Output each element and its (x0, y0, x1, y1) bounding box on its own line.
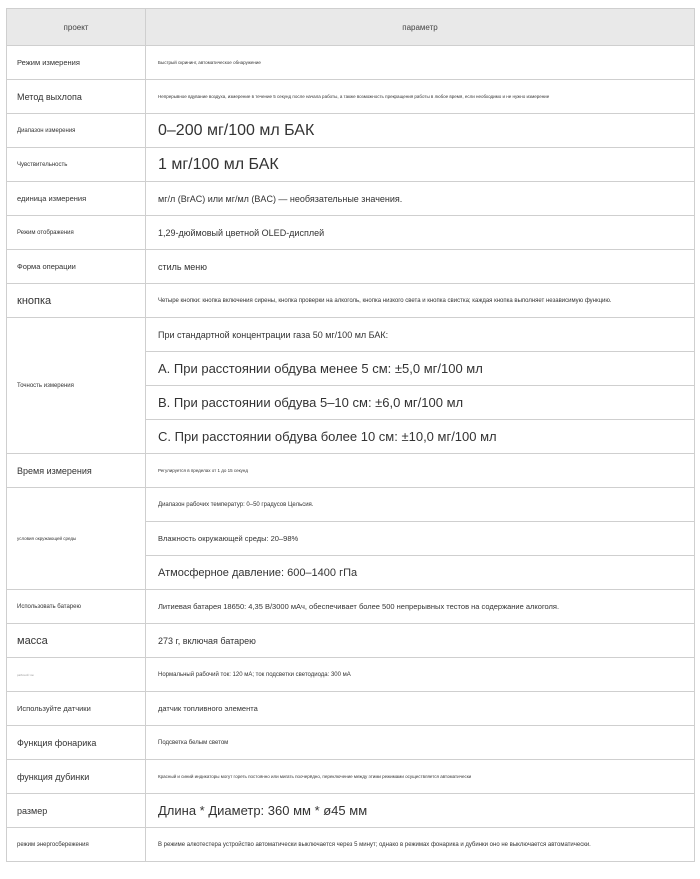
table-row (7, 182, 695, 216)
row-value: 273 г, включая батарею (146, 624, 695, 658)
row-subvalue: C. При расстоянии обдува более 10 см: ±10,0 мг/100 мл (146, 420, 695, 454)
row-value: датчик топливного элемента (146, 692, 695, 726)
table-row (7, 726, 695, 760)
row-value: мг/л (BrAC) или мг/мл (BAC) — необязательные значения. (146, 182, 695, 216)
row-value: Регулируется в пределах от 1 до 15 секунд (146, 454, 695, 488)
row-value: Непрерывное вдувание воздуха, измерение в течение 5 секунд после начала работы, а также возможность прекращения работы в любое время, если необходимо и не нужно измерение (146, 80, 695, 114)
row-value: Литиевая батарея 18650: 4,35 В/3000 мАч, обеспечивает более 500 непрерывных тестов на содержание алкоголя. (146, 590, 695, 624)
table-row (7, 658, 695, 692)
table-row (7, 46, 695, 80)
row-label: условия окружающей среды (7, 488, 146, 590)
row-label: Режим измерения (7, 46, 146, 80)
table-row (7, 692, 695, 726)
table-row (7, 284, 695, 318)
table-row (7, 114, 695, 148)
row-value: 0–200 мг/100 мл БАК (146, 114, 695, 148)
row-label: рабочий ток (7, 658, 146, 692)
row-label: кнопка (7, 284, 146, 318)
row-label: Метод выхлопа (7, 80, 146, 114)
row-label: Точность измерения (7, 318, 146, 454)
table-row (7, 250, 695, 284)
row-label: единица измерения (7, 182, 146, 216)
header-project: проект (7, 9, 146, 46)
row-label: Используйте датчики (7, 692, 146, 726)
row-value: Красный и синий индикаторы могут гореть постоянно или мигать поочерёдно, переключение между этими режимами осуществляется автоматически (146, 760, 695, 794)
row-label: функция дубинки (7, 760, 146, 794)
row-label: Форма операции (7, 250, 146, 284)
table-row (7, 794, 695, 828)
row-value: стиль меню (146, 250, 695, 284)
row-label: размер (7, 794, 146, 828)
row-value: 1,29-дюймовый цветной OLED-дисплей (146, 216, 695, 250)
table-row (7, 760, 695, 794)
table-row (7, 454, 695, 488)
table-row (7, 148, 695, 182)
row-subvalue: A. При расстоянии обдува менее 5 см: ±5,0 мг/100 мл (146, 352, 695, 386)
row-value: В режиме алкотестера устройство автоматически выключается через 5 минут; однако в режимах фонарика и дубинки оно не выключается автоматически. (146, 828, 695, 862)
row-label: режим энергосбережения (7, 828, 146, 862)
row-label: масса (7, 624, 146, 658)
table-row (7, 590, 695, 624)
row-value: Нормальный рабочий ток: 120 мА; ток подсветки светодиода: 300 мА (146, 658, 695, 692)
row-label: Чувствительность (7, 148, 146, 182)
row-label: Использовать батарею (7, 590, 146, 624)
row-subvalue: Диапазон рабочих температур: 0–50 градусов Цельсия. (146, 488, 695, 522)
row-value: Длина * Диаметр: 360 мм * ø45 мм (146, 794, 695, 828)
table-row (7, 216, 695, 250)
header-parameter: параметр (146, 9, 695, 46)
row-value: Быстрый скрининг, автоматическое обнаружение (146, 46, 695, 80)
row-label: Время измерения (7, 454, 146, 488)
row-value: 1 мг/100 мл БАК (146, 148, 695, 182)
row-subvalue: Влажность окружающей среды: 20–98% (146, 522, 695, 556)
row-value: Подсветка белым светом (146, 726, 695, 760)
table-row (7, 828, 695, 862)
row-subvalue: B. При расстоянии обдува 5–10 см: ±6,0 мг/100 мл (146, 386, 695, 420)
table-row (7, 624, 695, 658)
row-value: Четыре кнопки: кнопка включения сирены, кнопка проверки на алкоголь, кнопка низкого света и кнопка свистка; каждая кнопка выполняет независимую функцию. (146, 284, 695, 318)
row-label: Функция фонарика (7, 726, 146, 760)
row-label: Диапазон измерения (7, 114, 146, 148)
row-subvalue: Атмосферное давление: 600–1400 гПа (146, 556, 695, 590)
row-subvalue: При стандартной концентрации газа 50 мг/100 мл БАК: (146, 318, 695, 352)
spec-table (6, 8, 695, 862)
table-header-row (7, 9, 695, 46)
table-row (7, 488, 695, 522)
table-row (7, 318, 695, 352)
row-label: Режим отображения (7, 216, 146, 250)
table-row (7, 80, 695, 114)
